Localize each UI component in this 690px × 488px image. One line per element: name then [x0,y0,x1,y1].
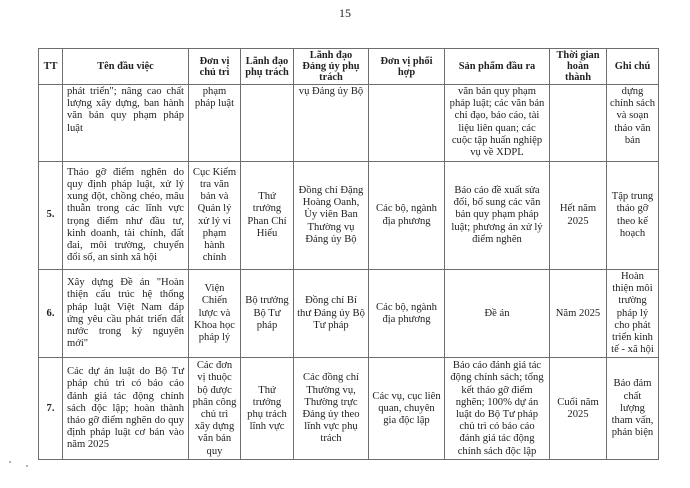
cell-lead-unit: Các đơn vị thuộc bộ được phân công chủ trì xây dựng văn bản quy [189,358,241,460]
table-row [39,162,659,270]
cell-task: Các dự án luật do Bộ Tư pháp chủ trì có báo cáo đánh giá tác động chính sách độc lập; hoàn thành tháo gỡ điểm nghẽn do quy định pháp luật cơ bản vào năm 2025 [63,358,189,460]
header-deadline: Thời gian hoàn thành [550,49,607,85]
cell-deadline: Năm 2025 [550,270,607,358]
cell-party-leader: Đồng chí Đặng Hoàng Oanh, Ủy viên Ban Thường vụ Đảng ủy Bộ [294,162,369,270]
table-header-row [39,49,659,85]
cell-output: Báo cáo đề xuất sửa đổi, bổ sung các văn bản quy phạm pháp luật; phương án xử lý điểm nghẽn [445,162,550,270]
cell-tt [39,85,63,162]
cell-note: dựng chính sách và soạn thảo văn bản [607,85,659,162]
header-lead-unit: Đơn vị chủ trì [189,49,241,85]
cell-note: Hoàn thiện môi trường pháp lý cho phát triển kinh tế - xã hội [607,270,659,358]
cell-party-leader: vụ Đảng ủy Bộ [294,85,369,162]
header-leader: Lãnh đạo phụ trách [241,49,294,85]
table-row [39,270,659,358]
scan-speck [9,461,11,463]
cell-coordinating-unit: Các vụ, cục liên quan, chuyên gia độc lập [369,358,445,460]
scan-speck [26,465,28,467]
cell-party-leader: Các đồng chí Thường vụ, Thường trực Đảng ủy theo lĩnh vực phụ trách [294,358,369,460]
cell-output: văn bản quy phạm pháp luật; các văn bản chỉ đạo, báo cáo, tài liệu liên quan; các cuộc tập huấn nghiệp vụ về XDPL [445,85,550,162]
header-tt: TT [39,49,63,85]
cell-tt: 7. [39,358,63,460]
page-number: 15 [339,6,351,20]
header-party-leader: Lãnh đạo Đảng ủy phụ trách [294,49,369,85]
cell-note: Bảo đảm chất lượng tham vấn, phản biện [607,358,659,460]
cell-leader: Bộ trưởng Bộ Tư pháp [241,270,294,358]
cell-leader [241,85,294,162]
table-row [39,358,659,460]
task-table [38,48,659,460]
cell-leader: Thứ trưởng phụ trách lĩnh vực [241,358,294,460]
header-output: Sản phẩm đầu ra [445,49,550,85]
cell-tt: 6. [39,270,63,358]
header-coordinating-unit: Đơn vị phối hợp [369,49,445,85]
cell-coordinating-unit: Các bộ, ngành địa phương [369,162,445,270]
cell-task: Tháo gỡ điểm nghẽn do quy định pháp luật, xử lý xung đột, chồng chéo, mâu thuẫn trong các lĩnh vực trọng điểm như đầu tư, kinh doanh, tài chính, đất đai, môi trường, chuyển đổi số, an sinh xã hội [63,162,189,270]
cell-leader: Thứ trưởng Phan Chí Hiếu [241,162,294,270]
cell-output: Báo cáo đánh giá tác động chính sách; tổng kết tháo gỡ điểm nghẽn; 100% dự án luật do Bộ Tư pháp chủ trì có báo cáo đánh giá tác động chính sách độc lập [445,358,550,460]
cell-deadline: Hết năm 2025 [550,162,607,270]
header-note: Ghi chú [607,49,659,85]
cell-note: Tập trung tháo gỡ theo kế hoạch [607,162,659,270]
table-row [39,85,659,162]
cell-lead-unit: phạm pháp luật [189,85,241,162]
cell-coordinating-unit: Các bộ, ngành địa phương [369,270,445,358]
cell-output: Đề án [445,270,550,358]
cell-deadline: Cuối năm 2025 [550,358,607,460]
cell-task: phát triển"; nâng cao chất lượng xây dựng, ban hành văn bản quy phạm pháp luật [63,85,189,162]
header-task-name: Tên đầu việc [63,49,189,85]
cell-lead-unit: Cục Kiểm tra văn bản và Quản lý xử lý vi phạm hành chính [189,162,241,270]
cell-party-leader: Đồng chí Bí thư Đảng ủy Bộ Tư pháp [294,270,369,358]
cell-lead-unit: Viện Chiến lược và Khoa học pháp lý [189,270,241,358]
cell-coordinating-unit [369,85,445,162]
cell-task: Xây dựng Đề án "Hoàn thiện cấu trúc hệ thống pháp luật Việt Nam đáp ứng yêu cầu phát triển đất nước trong kỷ nguyên mới" [63,270,189,358]
cell-deadline [550,85,607,162]
cell-tt: 5. [39,162,63,270]
